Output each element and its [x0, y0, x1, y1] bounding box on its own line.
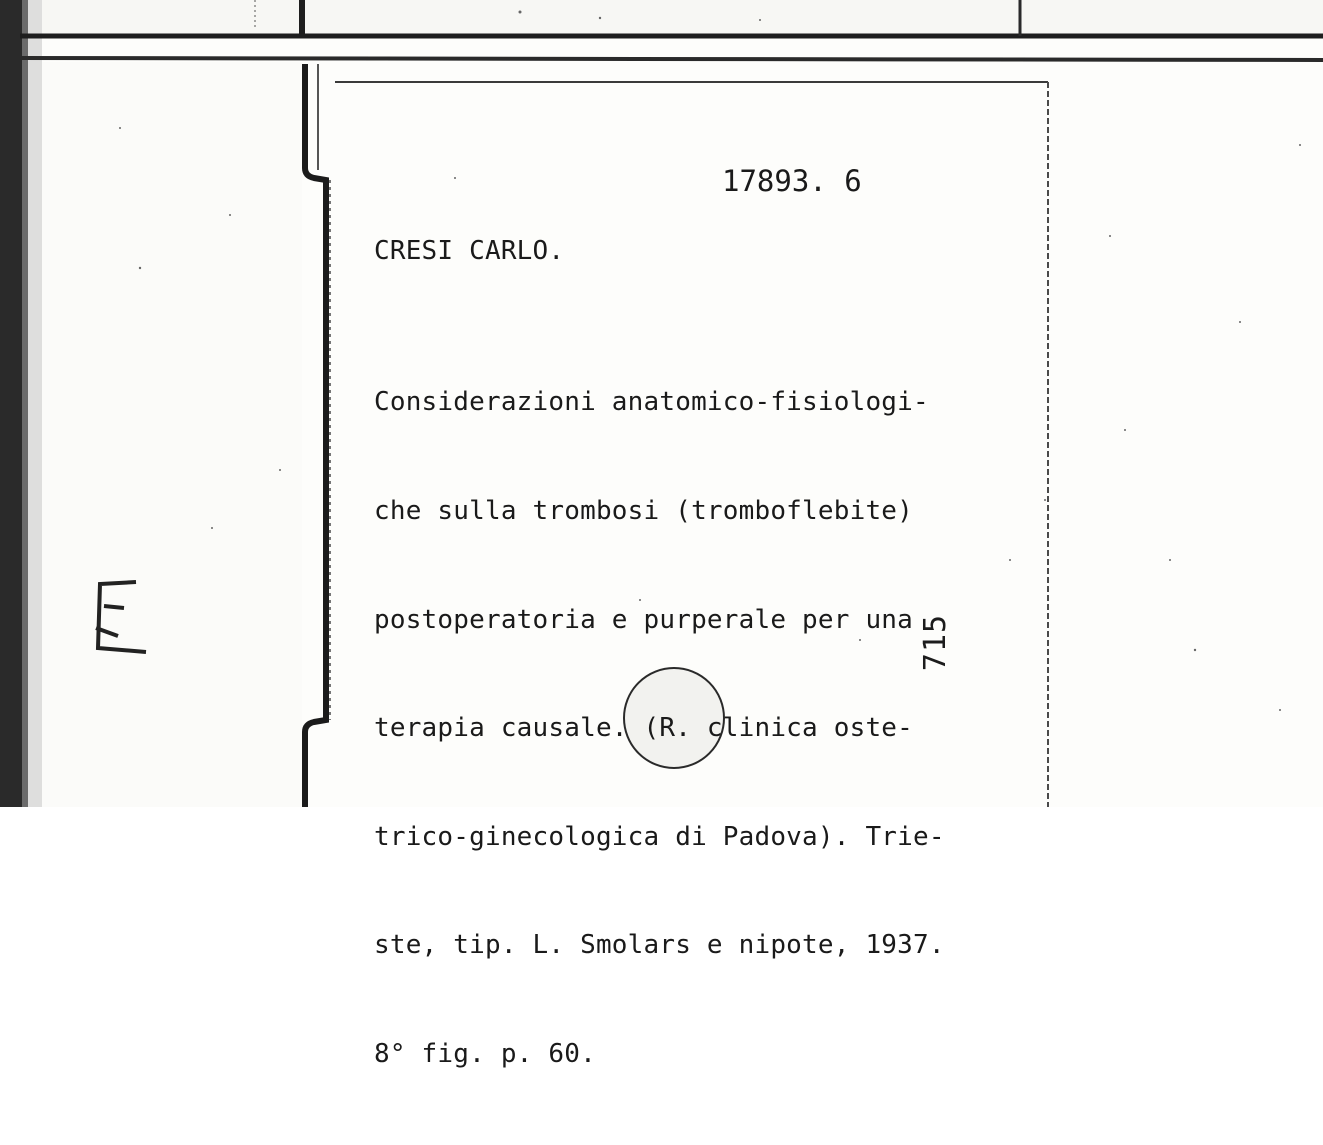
description-line: che sulla trombosi (tromboflebite) [374, 496, 914, 526]
side-number: 715 [918, 613, 954, 672]
description-line: ste, tip. L. Smolars e nipote, 1937. [374, 930, 945, 961]
call-number: 17893. 6 [722, 164, 862, 198]
description-line: postoperatoria e purperale per una [374, 604, 914, 635]
description-line: 8° fig. p. 60. [374, 1038, 596, 1069]
left-card [42, 62, 302, 807]
description-line: Considerazioni anatomico-fisiologi- [374, 387, 929, 418]
bibliographic-description [374, 312, 1034, 1145]
scan-left-edge-shadow [22, 0, 28, 807]
scan-left-noise [28, 0, 42, 807]
description-line: trico-ginecologica di Padova). Trie- [374, 821, 945, 852]
second-border-line [20, 58, 1323, 60]
top-card-strip [42, 0, 1323, 36]
card-tab-edge [305, 64, 326, 807]
author-name: CRESI CARLO. [374, 236, 565, 266]
description-line: terapia causale. (R. clinica oste- [374, 713, 914, 744]
scan-left-edge [0, 0, 22, 807]
